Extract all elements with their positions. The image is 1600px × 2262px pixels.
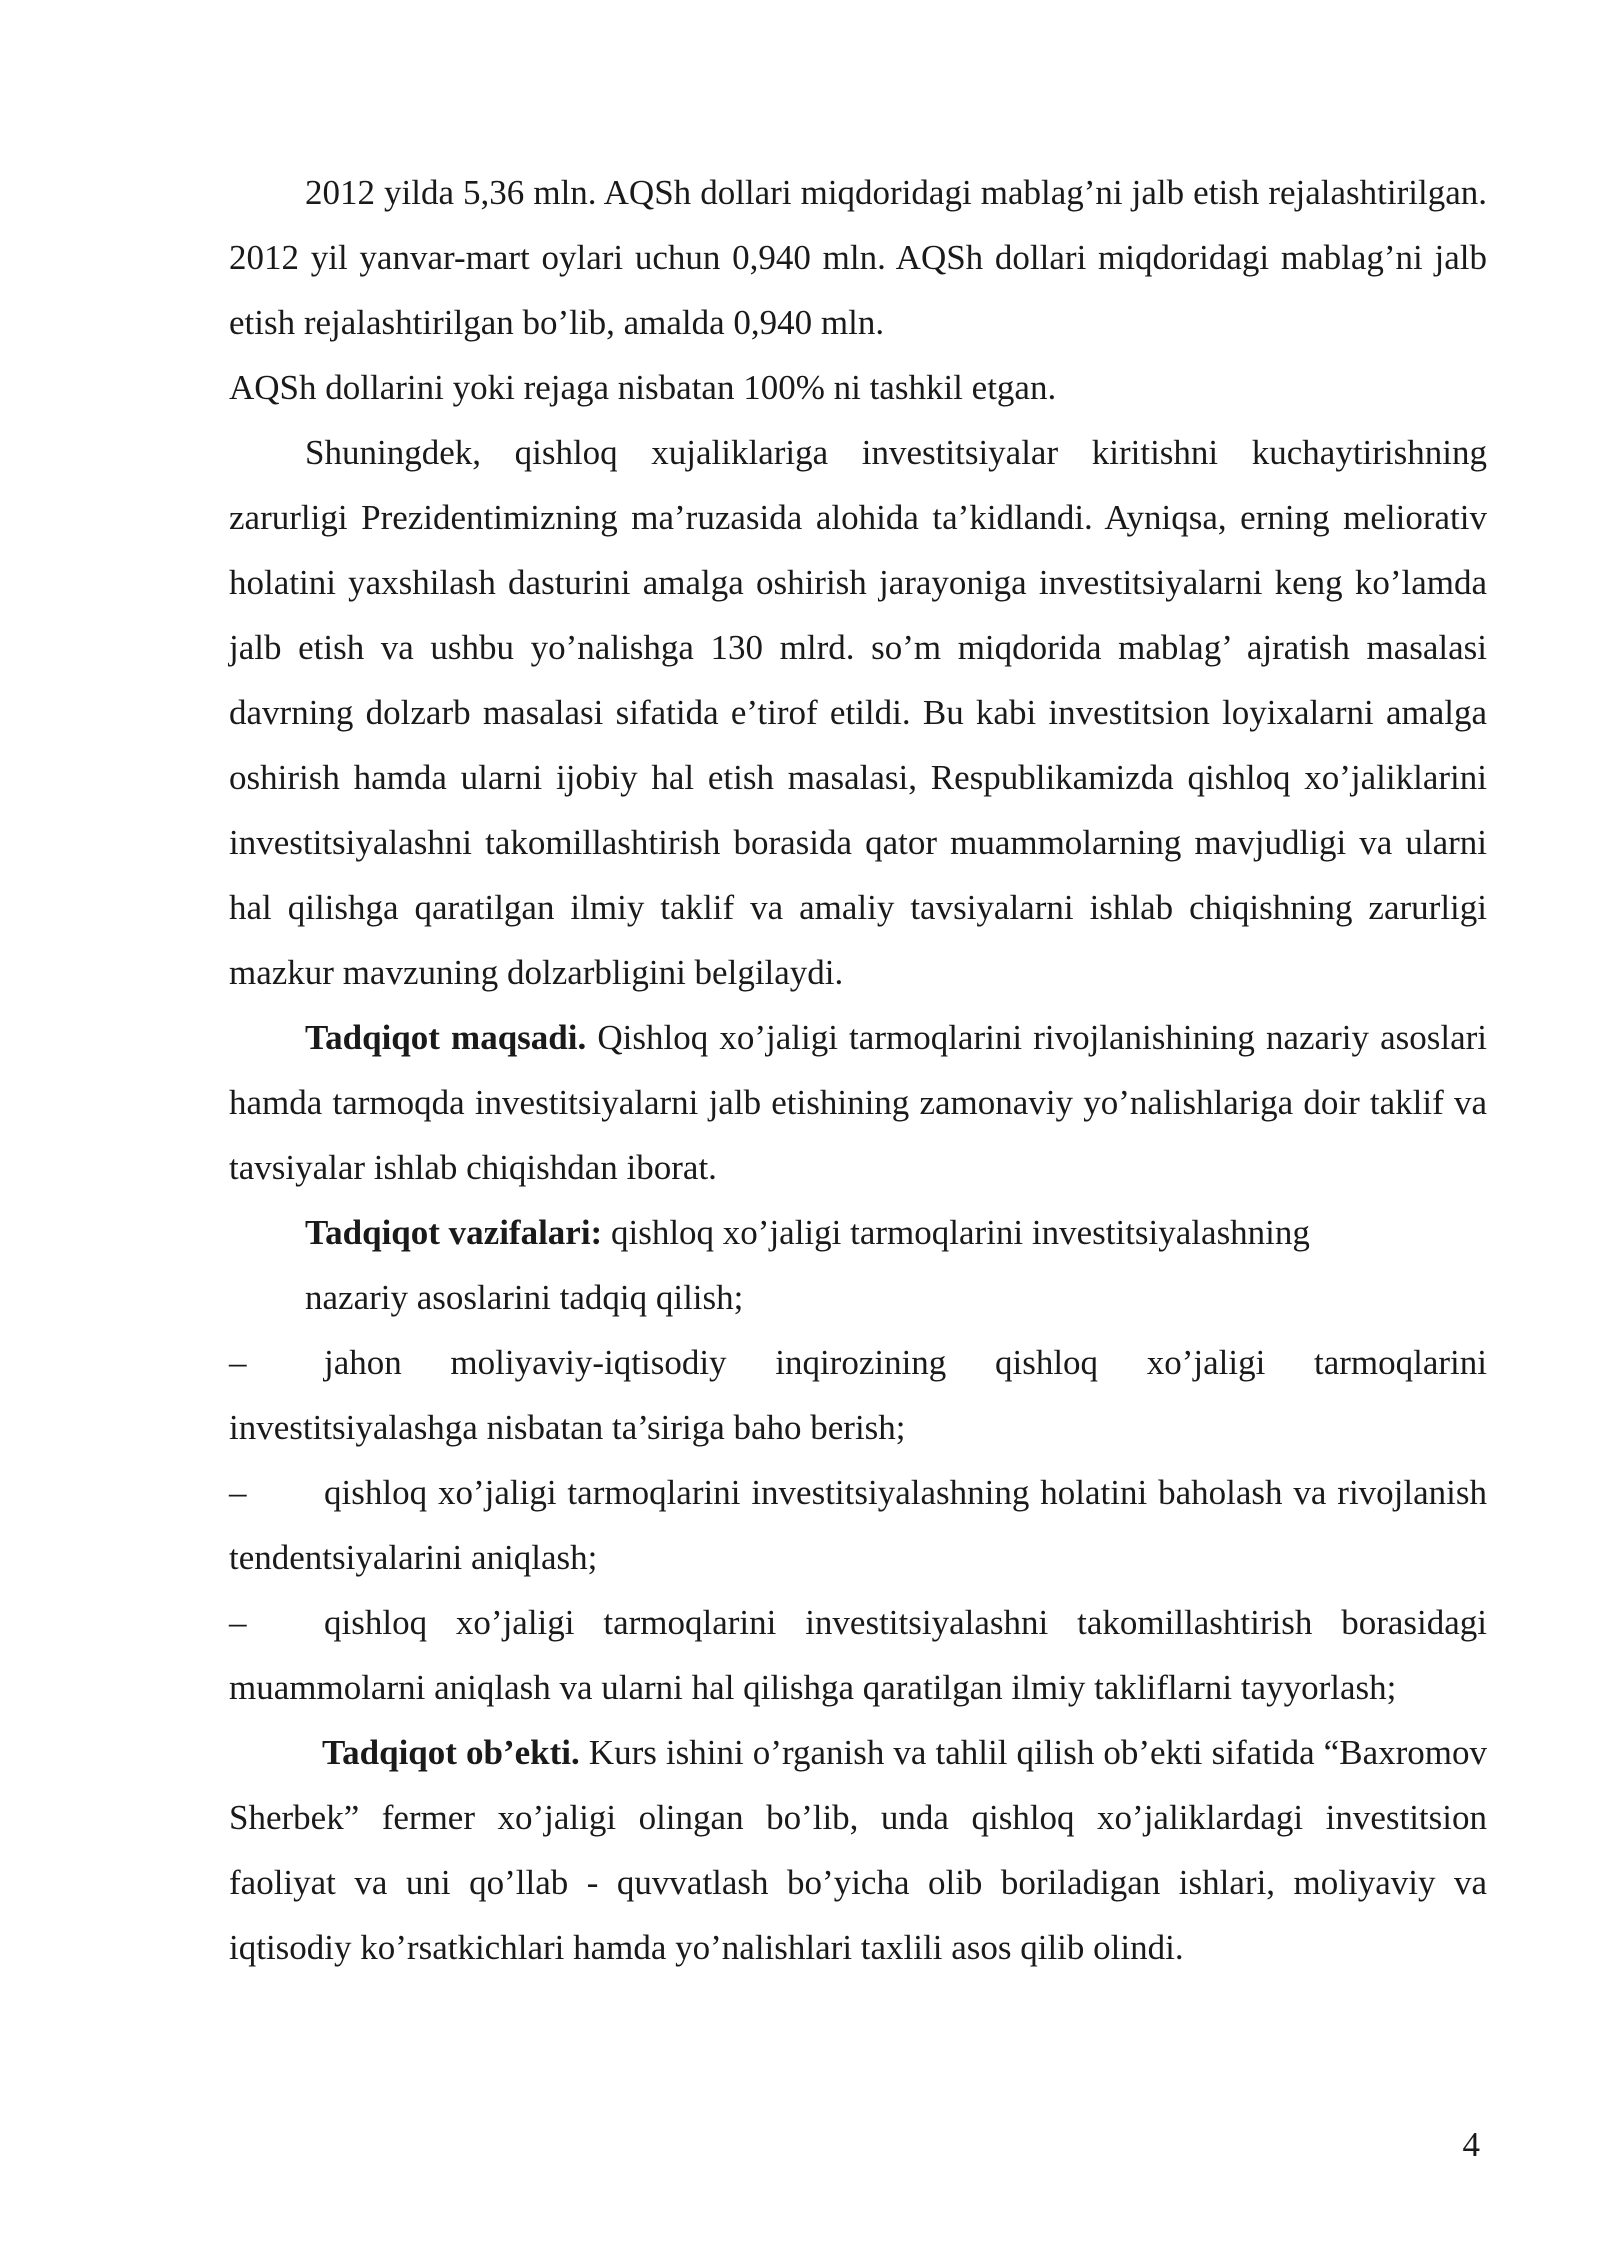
task-list-item bbox=[229, 1330, 1487, 1460]
research-goal-heading: Tadqiqot maqsadi. bbox=[305, 1018, 587, 1057]
dash-bullet: – bbox=[229, 1343, 247, 1382]
task-list-item bbox=[229, 1460, 1487, 1590]
task-text: qishloq xo’jaligi tarmoqlarini investitsiyalashni takomillashtirish borasidagi muammolarni aniqlash va ularni hal qilishga qaratilgan ilmiy takliflarni tayyorlash; bbox=[229, 1603, 1487, 1707]
research-tasks bbox=[229, 1200, 1487, 1265]
task-list-item bbox=[229, 1590, 1487, 1720]
paragraph-funding-tail: AQSh dollarini yoki rejaga nisbatan 100% ni tashkil etgan. bbox=[229, 368, 1057, 407]
task-text: jahon moliyaviy-iqtisodiy inqirozining qishloq xo’jaligi tarmoqlarini investitsiyalashga nisbatan ta’siriga baho berish; bbox=[229, 1343, 1487, 1447]
page-number: 4 bbox=[1462, 2125, 1480, 2164]
research-tasks-line2: nazariy asoslarini tadqiq qilish; bbox=[305, 1278, 744, 1317]
document-body bbox=[229, 160, 1487, 1980]
paragraph-investment-need: Shuningdek, qishloq xujaliklariga investitsiyalar kiritishni kuchaytirishning zarurligi Prezidentimizning ma’ruzasida alohida ta’kidlandi. Ayniqsa, erning meliorativ holatini yaxshilash dasturini amalga oshirish jarayoniga investitsiyalarni keng ko’lamda jalb etish va ushbu yo’nalishga 130 mlrd. so’m miqdorida mablag’ ajratish masalasi davrning dolzarb masalasi sifatida e’tirof etildi. Bu kabi investitsion loyixalarni amalga oshirish hamda ularni ijobiy hal etish masalasi, Respublikamizda qishloq xo’jaliklarini investitsiyalashni takomillashtirish borasida qator muammolarning mavjudligi va ularni hal qilishga qaratilgan ilmiy taklif va amaliy tavsiyalarni ishlab chiqishning zarurligi mazkur mavzuning dolzarbligini belgilaydi. bbox=[229, 433, 1487, 992]
research-goal-text: Qishloq xo’jaligi tarmoqlarini rivojlanishining nazariy asoslari hamda tarmoqda investitsiyalarni jalb etishining zamonaviy yo’nalishlariga doir taklif va tavsiyalar ishlab chiqishdan iborat. bbox=[229, 1018, 1488, 1187]
paragraph-funding: 2012 yilda 5,36 mln. AQSh dollari miqdoridagi mablag’ni jalb etish rejalashtirilgan. 2012 yil yanvar-mart oylari uchun 0,940 mln. AQSh dollari miqdoridagi mablag’ni jalb etish rejalashtirilgan bo’lib, amalda 0,940 mln. bbox=[229, 173, 1487, 342]
research-tasks-line1: qishloq xo’jaligi tarmoqlarini investitsiyalashning bbox=[602, 1213, 1310, 1252]
research-object-text: Kurs ishini o’rganish va tahlil qilish ob’ekti sifatida “Baxromov Sherbek” fermer xo’jaligi olingan bo’lib, unda qishloq xo’jaliklardagi investitsion faoliyat va uni qo’llab - quvvatlash bo’yicha olib boriladigan ishlari, moliyaviy va iqtisodiy ko’rsatkichlari hamda yo’nalishlari taxlili asos qilib olindi. bbox=[229, 1733, 1487, 1967]
research-object-heading: Tadqiqot ob’ekti. bbox=[322, 1733, 580, 1772]
dash-bullet: – bbox=[229, 1473, 247, 1512]
research-goal bbox=[229, 1005, 1487, 1200]
dash-bullet: – bbox=[229, 1603, 247, 1642]
task-text: qishloq xo’jaligi tarmoqlarini investitsiyalashning holatini baholash va rivojlanish tendentsiyalarini aniqlash; bbox=[229, 1473, 1487, 1577]
research-object bbox=[229, 1720, 1487, 1980]
research-tasks-heading: Tadqiqot vazifalari: bbox=[305, 1213, 603, 1252]
